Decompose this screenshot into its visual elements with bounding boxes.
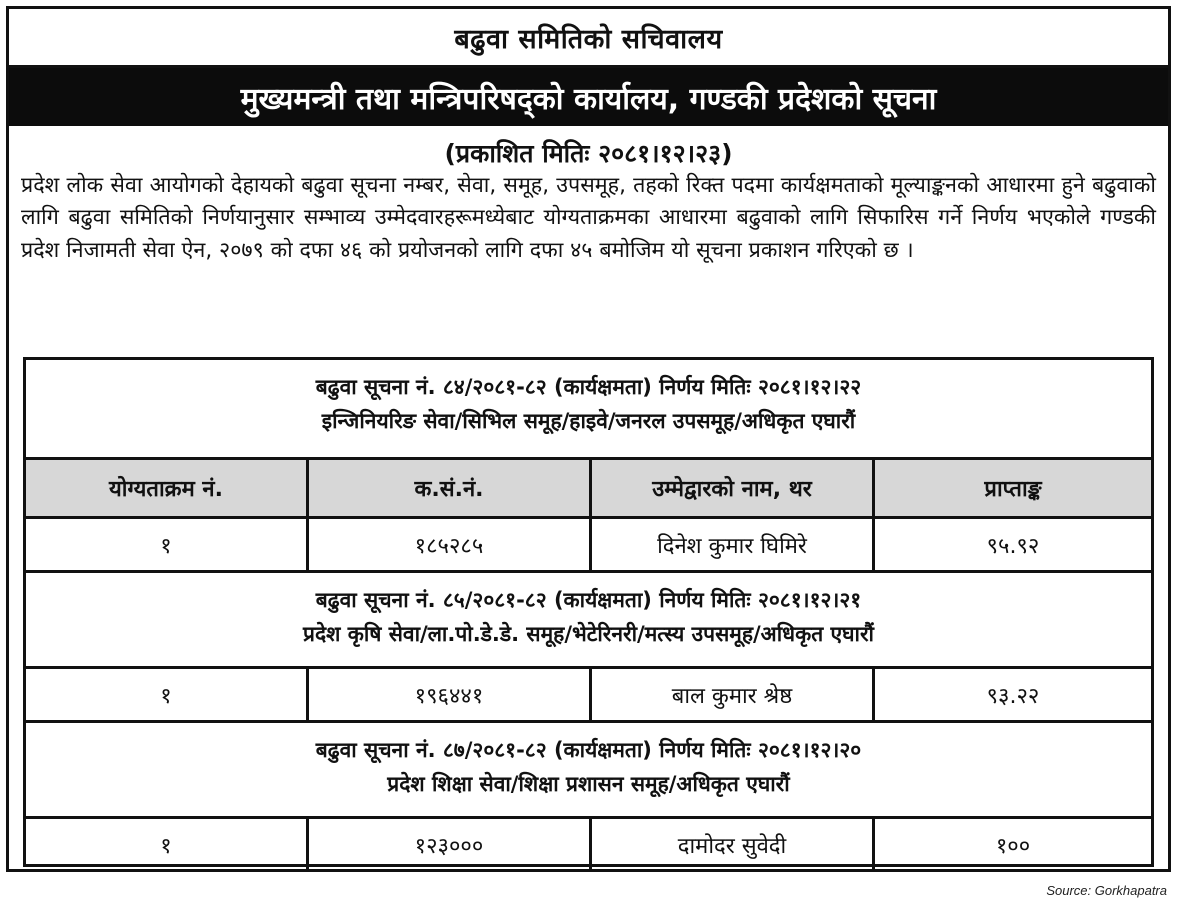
col-header-rank: योग्यताक्रम नं. [26,460,309,516]
cell-name: बाल कुमार श्रेष्ठ [592,669,875,720]
notice-body: प्रदेश लोक सेवा आयोगको देहायको बढुवा सूचना नम्बर, सेवा, समूह, उपसमूह, तहको रिक्त पदमा कार्यक्षमताको मूल्याङ्कनको आधारमा हुने बढुवाको लागि बढुवा समितिको निर्णयानुसार सम्भाव्य उम्मेदवारहरूमध्येबाट योग्यताक्रमका आधारमा बढुवाको लागि सिफारिस गर्ने निर्णय भएकोले गण्डकी प्रदेश निजामती सेवा ऐन, २०७९ को दफा ४६ को प्रयोजनको लागि दफा ४५ बमोजिम यो सूचना प्रकाशन गरिएको छ । [21,173,1156,263]
section-service-line: इन्जिनियरिङ सेवा/सिभिल समूह/हाइवे/जनरल उपसमूह/अधिकृत एघारौं [321,409,856,433]
published-date: (प्रकाशित मितिः २०८१।१२।२३) [444,139,733,168]
section-notice-line: बढुवा सूचना नं. ८७/२०८१-८२ (कार्यक्षमता) निर्णय मितिः २०८१।१२।२० [315,738,862,762]
section-header [26,360,1151,460]
col-header-score: प्राप्ताङ्क [984,477,1042,502]
org-title: बढुवा समितिको सचिवालय [9,9,1168,68]
table-row [26,669,1151,723]
cell-score: १०० [995,833,1031,859]
section-header [26,723,1151,819]
col-header-name: उम्मेद्वारको नाम, थर [592,460,875,516]
col-header-ksn: क.सं.नं. [309,460,592,516]
table-row [26,819,1151,870]
cell-name: दामोदर सुवेदी [592,819,875,870]
section-service-line: प्रदेश कृषि सेवा/ला.पो.डे.डे. समूह/भेटेरिनरी/मत्स्य उपसमूह/अधिकृत एघारौं [303,622,874,646]
section-notice-line: बढुवा सूचना नं. ८४/२०८१-८२ (कार्यक्षमता) निर्णय मितिः २०८१।१२।२२ [315,375,862,399]
cell-ksn: १८५२८५ [309,519,592,570]
cell-score: ९५.९२ [986,533,1040,559]
cell-ksn: १२३००० [309,819,592,870]
promotion-table [23,357,1154,867]
cell-score: ९३.२२ [986,683,1040,709]
section-header [26,573,1151,669]
cell-rank: १ [26,819,309,870]
cell-ksn: १९६४४१ [309,669,592,720]
cell-rank: १ [26,519,309,570]
table-row [26,519,1151,573]
section-service-line: प्रदेश शिक्षा सेवा/शिक्षा प्रशासन समूह/अधिकृत एघारौं [387,772,790,796]
notice-banner: मुख्यमन्त्री तथा मन्त्रिपरिषद्को कार्यालय, गण्डकी प्रदेशको सूचना [9,68,1168,126]
section-notice-line: बढुवा सूचना नं. ८५/२०८१-८२ (कार्यक्षमता) निर्णय मितिः २०८१।१२।२१ [315,588,862,612]
cell-name: दिनेश कुमार घिमिरे [592,519,875,570]
column-header-row [26,460,1151,519]
cell-rank: १ [26,669,309,720]
notice-frame [6,6,1171,872]
source-credit: Source: Gorkhapatra [1046,883,1167,898]
